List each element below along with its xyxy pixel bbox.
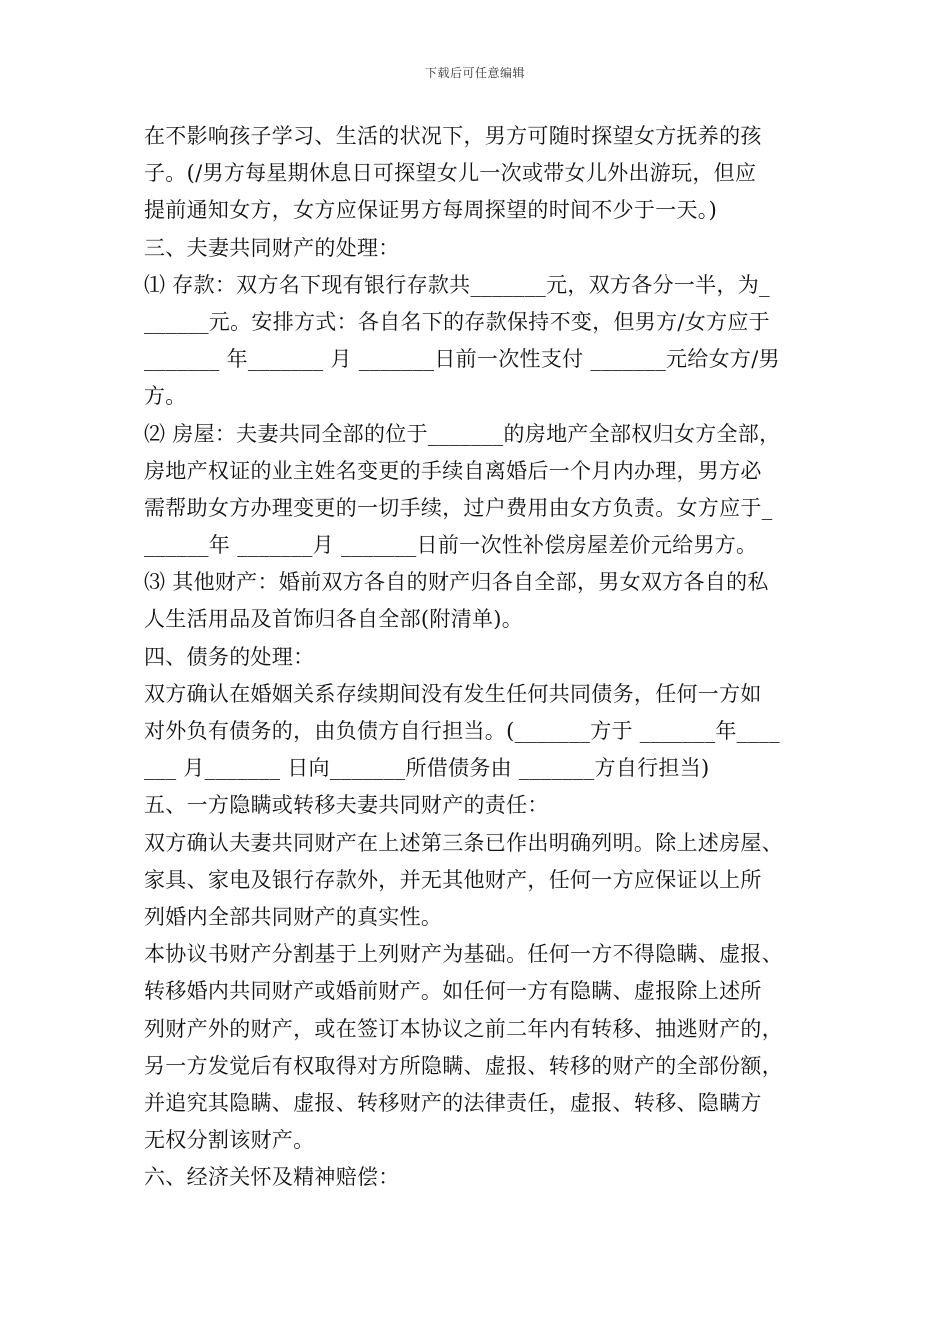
section-heading-concealment: 五、一方隐瞒或转移夫妻共同财产的责任： [144,793,549,818]
text-line: 另一方发觉后有权取得对方所隐瞒、虚报、转移的财产的全部份额， [144,1053,783,1078]
text-line: ⑶ 其他财产：婚前双方各自的财产归各自全部，男女双方各自的私 [144,570,769,595]
text-line: ___ 月_______ 日向_______所借债务由 _______方自行担当) [144,756,710,781]
text-line: 双方确认夫妻共同财产在上述第三条已作出明确列明。除上述房屋、 [144,830,783,855]
section-heading-compensation: 六、经济关怀及精神赔偿： [144,1165,400,1190]
text-line: 人生活用品及首饰归各自全部(附清单)。 [144,607,524,632]
text-line: 列婚内全部共同财产的真实性。 [144,904,443,929]
text-line: 本协议书财产分割基于上列财产为基础。任何一方不得隐瞒、虚报、 [144,942,783,967]
text-line: 对外负有债务的，由负债方自行担当。(_______方于 _______年____ [144,719,780,743]
text-line: _______ 年_______ 月 _______日前一次性支付 _______元给女方/男 [144,347,780,372]
text-line: 在不影响孩子学习、生活的状况下，男方可随时探望女方抚养的孩 [144,124,762,148]
text-line: 房地产权证的业主姓名变更的手续自离婚后一个月内办理，男方必 [144,458,762,483]
document-body [144,118,812,1196]
text-line: 无权分割该财产。 [144,1128,315,1153]
text-line: 需帮助女方办理变更的一切手续，过户费用由女方负责。女方应于_ [144,495,773,520]
text-line: 列财产外的财产，或在签订本协议之前二年内有转移、抽逃财产的， [144,1016,783,1041]
text-line: 方。 [144,384,187,409]
section-heading-property: 三、夫妻共同财产的处理： [144,235,400,260]
text-line: 提前通知女方，女方应保证男方每周探望的时间不少于一天。) [144,198,718,223]
text-line: ⑴ 存款：双方名下现有银行存款共_______元，双方各分一半，为_ [144,272,770,297]
section-heading-debt: 四、债务的处理： [144,644,315,669]
text-line: ⑵ 房屋：夫妻共同全部的位于_______的房地产全部权归女方全部， [144,421,781,446]
text-line: ______年 _______月 _______日前一次性补偿房屋差价元给男方。 [144,533,758,558]
text-line: ______元。安排方式：各自名下的存款保持不变，但男方/女方应于 [144,309,770,334]
text-line: 转移婚内共同财产或婚前财产。如任何一方有隐瞒、虚报除上述所 [144,979,762,1004]
text-line: 双方确认在婚姻关系存续期间没有发生任何共同债务，任何一方如 [144,681,762,706]
text-line: 并追究其隐瞒、虚报、转移财产的法律责任，虚报、转移、隐瞒方 [144,1090,762,1115]
page-header: 下载后可任意编辑 [424,66,525,80]
text-line: 家具、家电及银行存款外，并无其他财产，任何一方应保证以上所 [144,867,762,892]
text-line: 子。(/男方每星期休息日可探望女儿一次或带女儿外出游玩，但应 [144,161,757,186]
